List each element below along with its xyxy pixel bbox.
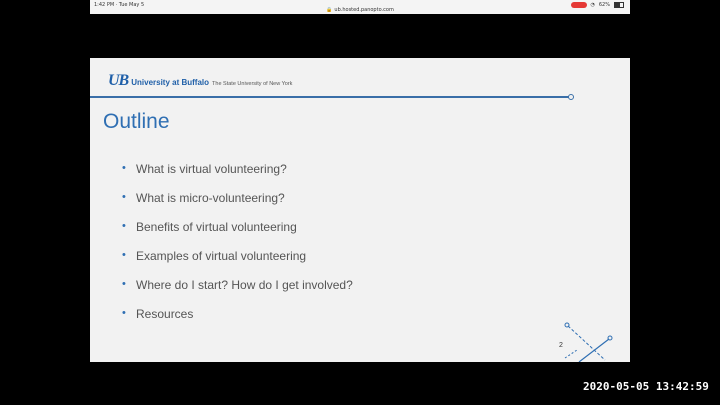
recording-indicator-icon [571,2,587,8]
header-divider [90,96,570,98]
slide-number: 2 [559,342,563,349]
bullet-text: What is micro-volunteering? [136,191,285,205]
corner-decoration-icon [555,320,615,362]
header-divider-end-dot [568,94,574,100]
bullet-dot-icon: • [122,162,126,174]
bullet-dot-icon: • [122,220,126,232]
bullet-item [122,162,353,191]
bullet-dot-icon: • [122,307,126,319]
battery-icon [614,2,624,8]
slide-title: Outline [103,110,170,133]
ub-logo-mark: UB [108,72,129,89]
bullet-item [122,220,353,249]
wifi-icon: ◔ [590,2,595,8]
bullet-item [122,307,353,336]
bullet-item [122,278,353,307]
lock-icon: 🔒 [326,7,333,13]
ub-logo [108,72,292,90]
address-bar[interactable] [90,7,630,13]
presentation-slide [90,58,630,362]
bullet-text: Where do I start? How do I get involved? [136,278,353,292]
logo-tagline: The State University of New York [212,81,293,87]
status-indicators [571,2,625,8]
bullet-dot-icon: • [122,249,126,261]
bullet-text: Examples of virtual volunteering [136,249,307,263]
bullet-dot-icon: • [122,278,126,290]
bullet-text: What is virtual volunteering? [136,162,287,176]
address-bar-url: ub.hosted.panopto.com [334,7,394,13]
ios-status-bar [90,0,630,14]
status-time: 1:42 PM · Tue May 5 [94,2,145,8]
bullet-text: Benefits of virtual volunteering [136,220,297,234]
bullet-text: Resources [136,307,194,321]
battery-percent: 62% [598,2,610,8]
recording-timestamp: 2020-05-05 13:42:59 [583,380,709,393]
outline-bullet-list [122,162,353,336]
bullet-dot-icon: • [122,191,126,203]
bullet-item [122,249,353,278]
bullet-item [122,191,353,220]
logo-university-name: University at Buffalo [131,78,210,87]
